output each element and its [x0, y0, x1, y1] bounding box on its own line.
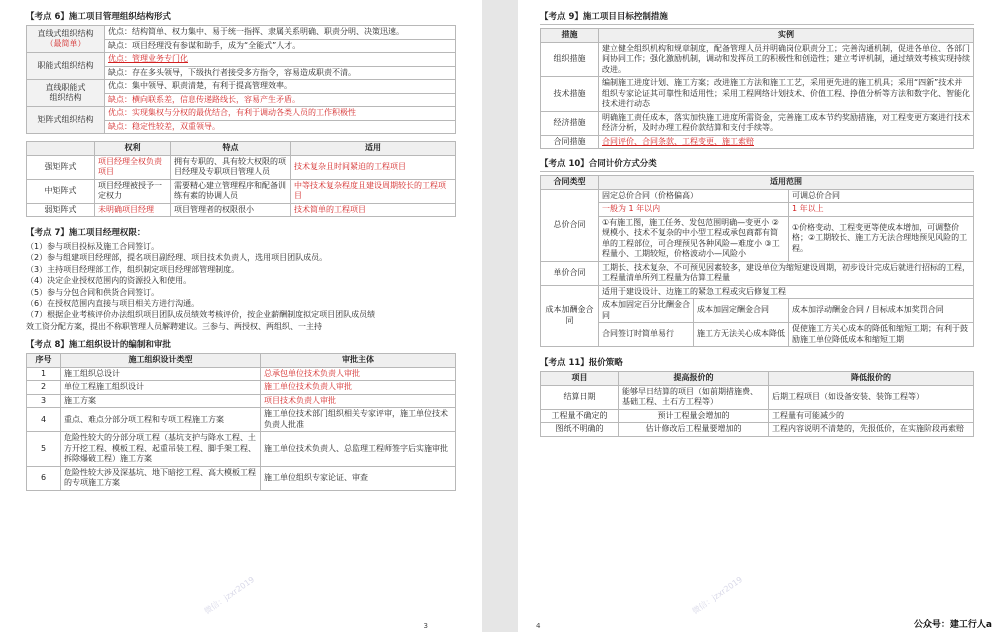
list-item: （4）决定企业授权范围内的资源投入和使用。: [26, 276, 192, 286]
table-row: [541, 189, 974, 203]
page-number: 3: [423, 622, 428, 630]
table-header-row: [541, 176, 974, 190]
column-header: 措施: [541, 29, 599, 43]
measure-example: 建立健全组织机构和规章制度，配备管理人员并明确岗位职责分工；完善沟通机制，促进各单位、各部门间协同工作；强化激励机制，调动和发挥员工的积极性和创造性；建立考评机制，通过绩效考核实现持续改进。: [599, 42, 974, 77]
list-item: 效工资分配方案，提出不称职管理人员解聘建议。三参与、两授权、两组织、一主持: [26, 321, 322, 331]
table-header-row: [541, 29, 974, 43]
approver: 施工单位组织专家论证、审查: [261, 466, 456, 490]
table-row: [27, 466, 456, 490]
table-row: [541, 135, 974, 149]
org-type-cell: 职能式组织结构: [27, 53, 105, 80]
raise-price: 预计工程量会增加的: [619, 409, 769, 423]
matrix-power: 项目经理被授予一定权力: [95, 179, 171, 203]
table-row: [27, 26, 456, 40]
table-row: [541, 323, 974, 347]
list-item: （5）参与分包合同和供货合同签订。: [26, 287, 160, 297]
org-structure-table: [26, 25, 456, 134]
row-number: 3: [27, 394, 61, 408]
contract-pricing-table: [540, 175, 974, 347]
matrix-feature: 项目管理者的权限很小: [171, 203, 291, 217]
cost-plus-type: 成本加浮动酬金合同 / 目标成本加奖罚合同: [789, 299, 974, 323]
lower-price: 工程内容说明不清楚的，先报低价，在实施阶段再索赔: [769, 423, 974, 437]
approver: 总承包单位技术负责人审批: [261, 367, 456, 381]
advantage-cell: 优点：实现集权与分权的最优结合，有利于调动各类人员的工作积极性: [105, 107, 456, 121]
column-header: [27, 142, 95, 156]
table-row: [27, 381, 456, 395]
row-number: 4: [27, 408, 61, 432]
table-row: [27, 408, 456, 432]
org-type-cell: 直线职能式 组织结构: [27, 80, 105, 107]
table-row: [541, 409, 974, 423]
cost-plus-type: 成本加固定酬金合同: [694, 299, 789, 323]
lower-price: 后期工程项目（如设备安装、装饰工程等）: [769, 385, 974, 409]
k9-title: 【考点 9】施工项目目标控制措施: [540, 10, 974, 25]
adjustable-total-label: 可调总价合同: [789, 189, 974, 203]
cost-plus-type: 成本加固定百分比酬金合同: [599, 299, 694, 323]
raise-price: 估计修改后工程量要增加的: [619, 423, 769, 437]
measure-example: 明确施工责任成本，落实加快施工进度所需资金，完善施工成本节约奖励措施，对工程变更方案进行技术经济分析，及时办理工程价款结算和支付手续等。: [599, 111, 974, 135]
fixed-period: 一般为 1 年以内: [599, 203, 789, 217]
table-row: [27, 203, 456, 217]
strategy-item: 工程量不确定的: [541, 409, 619, 423]
measure-type: 经济措施: [541, 111, 599, 135]
matrix-apply: 技术复杂且时间紧迫的工程项目: [291, 155, 456, 179]
matrix-type: 中矩阵式: [27, 179, 95, 203]
row-number: 1: [27, 367, 61, 381]
k7-title: 【考点 7】施工项目经理权限：: [26, 228, 146, 238]
bid-strategy-table: [540, 371, 974, 437]
matrix-type: 弱矩阵式: [27, 203, 95, 217]
k7-list: [26, 241, 456, 332]
table-row: [27, 394, 456, 408]
design-type: 重点、难点分部分项工程和专项工程施工方案: [61, 408, 261, 432]
strategy-item: 图纸不明确的: [541, 423, 619, 437]
k8-title: 【考点 8】施工组织设计的编制和审批: [26, 340, 171, 351]
list-item: （7）根据企业考核评价办法组织项目团队成员绩效考核评价，按企业薪酬制度拟定项目团队成员绩: [26, 310, 376, 320]
page-4: [518, 0, 1000, 632]
design-type: 施工方案: [61, 394, 261, 408]
table-row: [27, 80, 456, 94]
adjustable-period: 1 年以上: [789, 203, 974, 217]
advantage-cell: 优点：集中领导、职责清楚，有利于提高管理效率。: [105, 80, 456, 94]
approver: 项目技术负责人审批: [261, 394, 456, 408]
matrix-apply: 中等技术复杂程度且建设周期较长的工程项目: [291, 179, 456, 203]
table-row: [27, 432, 456, 467]
advantage-cell: 优点：结构简单、权力集中、易于统一指挥、隶属关系明确、职责分明、决策迅速。: [105, 26, 456, 40]
list-item: （6）在授权范围内直接与项目相关方进行沟通。: [26, 299, 200, 309]
control-measures-table: [540, 28, 974, 149]
cost-plus-note: 促使施工方关心成本的降低和缩短工期；有利于鼓励施工单位降低成本和缩短工期: [789, 323, 974, 347]
measure-example: 合同评价、合同条款、工程变更、施工索赔: [599, 135, 974, 149]
k11-title: 【考点 11】报价策略: [540, 358, 623, 368]
column-header: 适用范围: [599, 176, 974, 190]
measure-type: 合同措施: [541, 135, 599, 149]
matrix-feature: 拥有专职的、具有较大权限的项目经理及专职项目管理人员: [171, 155, 291, 179]
table-row: [541, 285, 974, 299]
matrix-power: 项目经理全权负责项目: [95, 155, 171, 179]
table-row: [541, 385, 974, 409]
disadvantage-cell: 缺点：横向联系差，信息传递路线长，容易产生矛盾。: [105, 93, 456, 107]
unit-price-scope: 工期长、技术复杂、不可预见因素较多，建设单位为缩短建设周期，初步设计完成后就进行招标的工程，工程量清单所列工程量为估算工程量: [599, 261, 974, 285]
wechat-account: 公众号：建工行人a: [913, 620, 992, 630]
table-row: [541, 77, 974, 112]
fixed-detail: ①有施工图，施工任务、发包范围明确—变更小 ②规模小、技术不复杂的中小型工程或承包商都有简单的工程部位，可合理预见各种风险—难度小 ③工程量小、工期较短，价格波动小—风险小: [599, 216, 789, 261]
org-type-cell: 矩阵式组织结构: [27, 107, 105, 134]
column-header: 施工组织设计类型: [61, 354, 261, 368]
column-header: 提高报价的: [619, 372, 769, 386]
table-header-row: [27, 142, 456, 156]
cost-plus-note: 合同签订时简单易行: [599, 323, 694, 347]
table-header-row: [541, 372, 974, 386]
contract-type: 总价合同: [541, 189, 599, 261]
page-3: [0, 0, 482, 632]
table-row: [541, 111, 974, 135]
k10-title: 【考点 10】合同计价方式分类: [540, 157, 974, 172]
matrix-feature: 需要精心建立管理程序和配备训练有素的协调人员: [171, 179, 291, 203]
column-header: 项目: [541, 372, 619, 386]
column-header: 特点: [171, 142, 291, 156]
disadvantage-cell: 缺点：存在多头领导，下级执行者接受多方指令，容易造成职责不清。: [105, 66, 456, 80]
table-row: [27, 107, 456, 121]
raise-price: 能够早日结算的项目（如前期措施费、基础工程、土石方工程等）: [619, 385, 769, 409]
watermark: 微信：jzxr2019: [202, 574, 257, 617]
table-row: [541, 423, 974, 437]
table-row: [541, 299, 974, 323]
table-row: [27, 367, 456, 381]
fixed-total-label: 固定总价合同（价格偏高）: [599, 189, 789, 203]
disadvantage-cell: 缺点：稳定性较差，双重领导。: [105, 120, 456, 134]
column-header: 适用: [291, 142, 456, 156]
lower-price: 工程量有可能减少的: [769, 409, 974, 423]
watermark: 微信：jzxr2019: [690, 574, 745, 617]
matrix-type: 强矩阵式: [27, 155, 95, 179]
table-row: [27, 179, 456, 203]
column-header: 审批主体: [261, 354, 456, 368]
design-type: 危险性较大的分部分项工程（基坑支护与降水工程、土方开挖工程、模板工程、起重吊装工程、脚手架工程、拆除爆破工程）施工方案: [61, 432, 261, 467]
column-header: 序号: [27, 354, 61, 368]
approver: 施工单位技术负责人审批: [261, 381, 456, 395]
cost-plus-note: 施工方无法关心成本降低: [694, 323, 789, 347]
list-item: （1）参与项目投标及施工合同签订。: [26, 242, 160, 251]
table-row: [541, 261, 974, 285]
column-header: 实例: [599, 29, 974, 43]
column-header: 降低报价的: [769, 372, 974, 386]
table-row: [27, 155, 456, 179]
measure-type: 技术措施: [541, 77, 599, 112]
page-number: 4: [536, 622, 541, 630]
design-approval-table: [26, 353, 456, 491]
measure-example: 编制施工进度计划、施工方案；改进施工方法和施工工艺，采用更先进的施工机具；采用“四新”技术并组织专家论证其可靠性和适用性；采用工程网络计划技术、价值工程、挣值分析等方法和数字化、智能化技术进行动态: [599, 77, 974, 112]
contract-type: 成本加酬金合同: [541, 285, 599, 347]
matrix-table: [26, 141, 456, 217]
design-type: 危险性较大涉及深基坑、地下暗挖工程、高大模板工程的专项施工方案: [61, 466, 261, 490]
design-type: 单位工程施工组织设计: [61, 381, 261, 395]
table-row: [541, 216, 974, 261]
org-type-cell: 直线式组织结构 （最简单）: [27, 26, 105, 53]
table-row: [27, 53, 456, 67]
cost-plus-scope: 适用于建设设计、边施工的紧急工程或灾后修复工程: [599, 285, 974, 299]
design-type: 施工组织总设计: [61, 367, 261, 381]
column-header: 合同类型: [541, 176, 599, 190]
k6-title: 【考点 6】施工项目管理组织结构形式: [26, 12, 171, 22]
measure-type: 组织措施: [541, 42, 599, 77]
table-row: [541, 203, 974, 217]
matrix-apply: 技术简单的工程项目: [291, 203, 456, 217]
row-number: 6: [27, 466, 61, 490]
row-number: 5: [27, 432, 61, 467]
contract-type: 单价合同: [541, 261, 599, 285]
list-item: （3）主持项目经理部工作，组织制定项目经理部管理制度。: [26, 264, 240, 274]
table-header-row: [27, 354, 456, 368]
strategy-item: 结算日期: [541, 385, 619, 409]
adjustable-detail: ①价格变动、工程变更等使成本增加，可调整价格；②工期较长、施工方无法合理地预见风险的工程。: [789, 216, 974, 261]
advantage-cell: 优点：管理业务专门化: [105, 53, 456, 67]
list-item: （2）参与组建项目经理部，提名项目副经理、项目技术负责人，选用项目团队成员。: [26, 253, 328, 263]
disadvantage-cell: 缺点：项目经理没有参谋和助手，成为“全能式”人才。: [105, 39, 456, 53]
row-number: 2: [27, 381, 61, 395]
approver: 施工单位技术部门组织相关专家评审，施工单位技术负责人批准: [261, 408, 456, 432]
approver: 施工单位技术负责人、总监理工程师签字后实施审批: [261, 432, 456, 467]
table-row: [541, 42, 974, 77]
matrix-power: 未明确项目经理: [95, 203, 171, 217]
column-header: 权利: [95, 142, 171, 156]
